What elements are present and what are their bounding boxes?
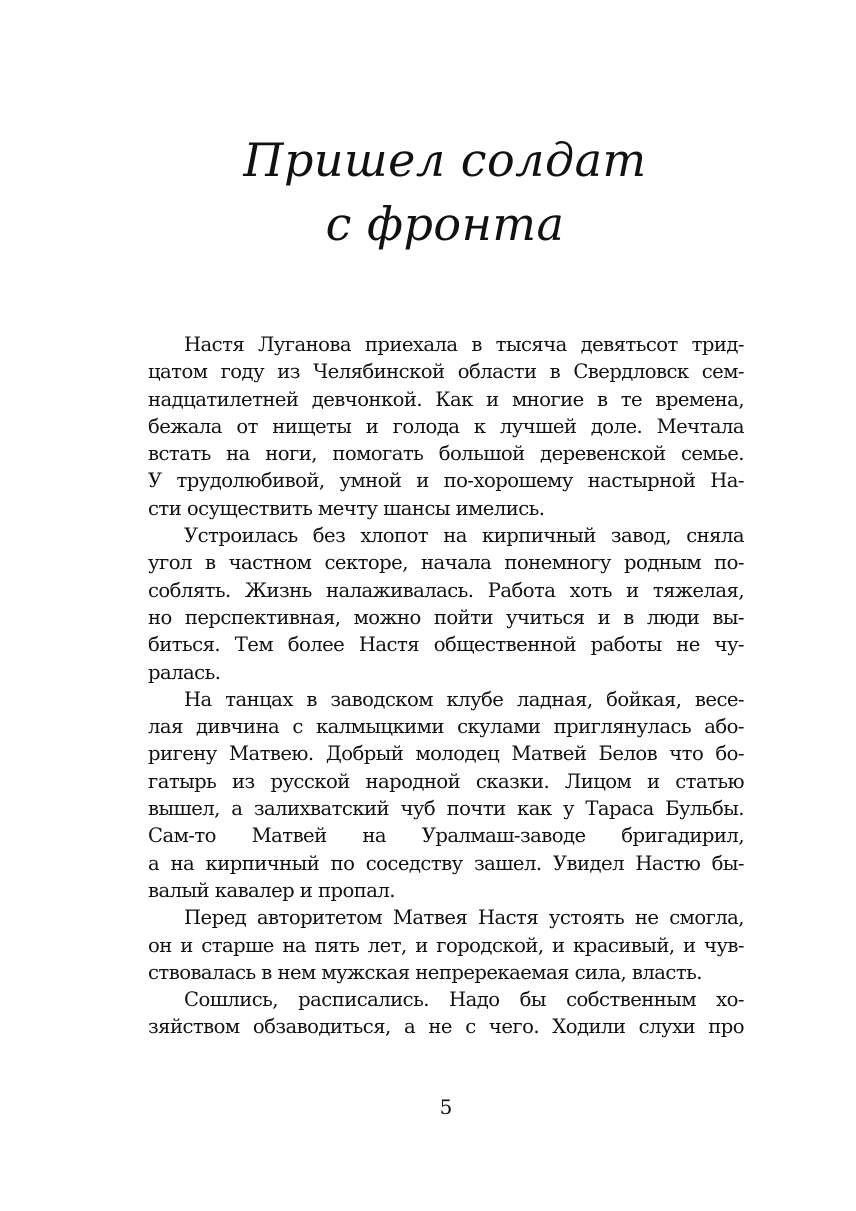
body-text — [148, 331, 744, 1041]
text-line: зяйством обзаводиться, а не с чего. Ходили слухи про — [148, 1015, 744, 1039]
chapter-title-line-2: с фронта — [325, 197, 565, 251]
text-line: На танцах в заводском клубе ладная, бойкая, весе- — [184, 687, 744, 711]
text-line: гатырь из русской народной сказки. Лицом и статью — [148, 769, 744, 793]
chapter-title — [0, 128, 856, 256]
text-line: Сам-то Матвей на Уралмаш-заводе бригадирил, — [148, 824, 744, 848]
text-line: ригену Матвею. Добрый молодец Матвей Белов что бо- — [148, 742, 744, 766]
text-line: биться. Тем более Настя общественной работы не чу- — [148, 633, 744, 657]
page-number: 5 — [439, 1095, 453, 1119]
text-line: Устроилась без хлопот на кирпичный завод, сняла — [184, 524, 744, 548]
text-line: встать на ноги, помогать большой деревенской семье. — [148, 442, 744, 466]
text-line: а на кирпичный по соседству зашел. Увидел Настю бы- — [148, 851, 744, 875]
text-line: бежала от нищеты и голода к лучшей доле. Мечтала — [148, 414, 744, 438]
text-line: валый кавалер и пропал. — [148, 878, 395, 902]
text-line: он и старше на пять лет, и городской, и красивый, и чув- — [148, 933, 744, 957]
text-line: У трудолюбивой, умной и по-хорошему настырной На- — [148, 469, 744, 493]
text-line: Перед авторитетом Матвея Настя устоять не смогла, — [184, 906, 744, 930]
text-line: но перспективная, можно пойти учиться и в люди вы- — [148, 605, 744, 629]
text-line: лая дивчина с калмыцкими скулами приглянулась або- — [148, 715, 744, 739]
text-line: цатом году из Челябинской области в Свердловск сем- — [148, 360, 744, 384]
text-line: ствовалась в нем мужская непререкаемая сила, власть. — [148, 960, 702, 984]
chapter-title-line-1: Пришел солдат — [243, 133, 647, 187]
text-line: угол в частном секторе, начала понемногу родным по- — [148, 551, 744, 575]
text-line: ралась. — [148, 660, 221, 684]
text-line: сти осуществить мечту шансы имелись. — [148, 496, 545, 520]
text-line: соблять. Жизнь налаживалась. Работа хоть и тяжелая, — [148, 578, 744, 602]
text-line: Сошлись, расписались. Надо бы собственным хо- — [184, 988, 744, 1012]
text-line: Настя Луганова приехала в тысяча девятьсот трид- — [184, 333, 744, 356]
text-line: вышел, а залихватский чуб почти как у Тараса Бульбы. — [148, 797, 744, 821]
text-line: надцатилетней девчонкой. Как и многие в те времена, — [148, 387, 744, 411]
